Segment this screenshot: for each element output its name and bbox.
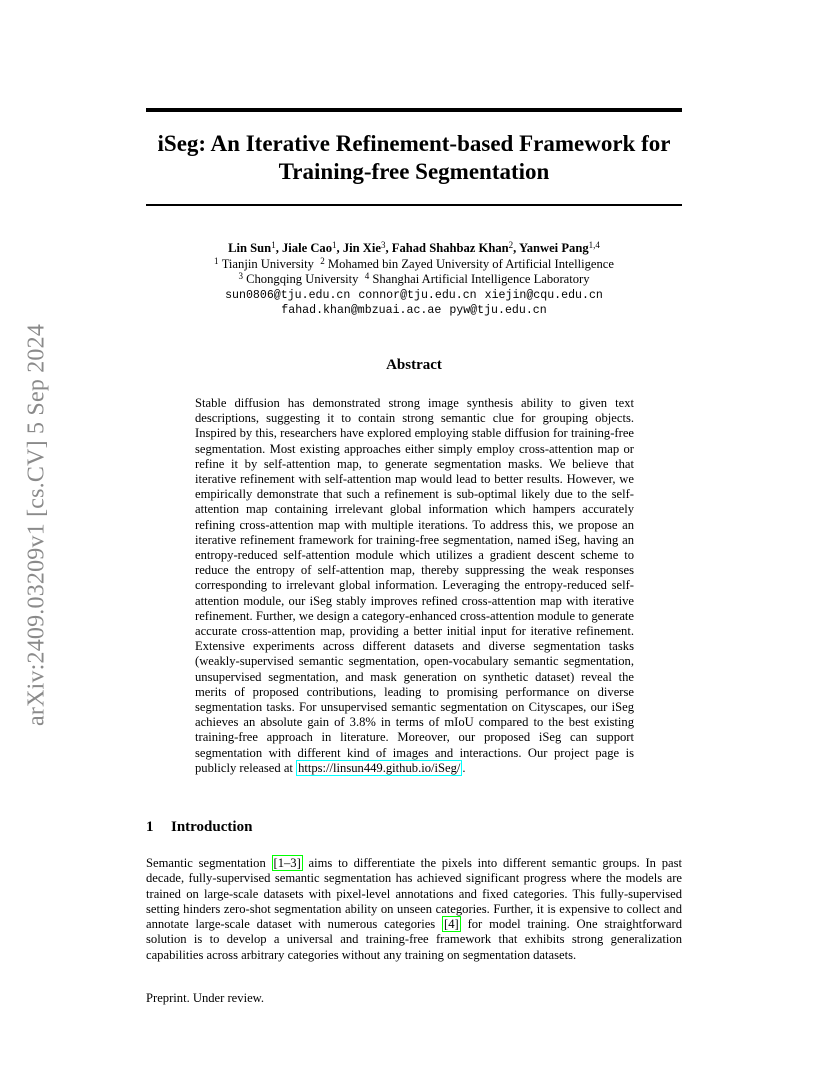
author-name: Yanwei Pang [519,241,589,255]
author-name: Jiale Cao [281,241,333,255]
abstract-heading: Abstract [386,357,442,373]
author-affiliation-mark: 2 [508,240,514,250]
author-affiliation-mark: 3 [380,240,386,250]
citation-link[interactable]: [4] [444,917,459,932]
section-number: 1 [146,819,154,835]
title-bottom-rule [146,204,682,206]
author-name: Lin Sun [228,241,272,255]
author-name: Jin Xie [342,241,381,255]
affiliations-line-2: $^3$ Chongqing University $^4$ Shanghai Artificial Intelligence Laboratory [238,271,590,286]
author-affiliation-mark: 1,4 [588,240,600,250]
section-title: Introduction [171,819,253,835]
author-email: xiejin@cqu.edu.cn [484,288,603,302]
author-email: sun0806@tju.edu.cn [225,288,351,302]
title-line-2: Training-free Segmentation [278,159,550,184]
affiliations-line-1: $^1$ Tianjin University $^2$ Mohamed bin Zayed University of Artificial Intelligence [214,255,614,271]
author-email: pyw@tju.edu.cn [449,304,547,317]
affiliation: Shanghai Artificial Intelligence Laboratory [372,272,590,286]
emails-line-2 [146,303,682,319]
abstract-text: Stable diffusion has demonstrated strong image synthesis ability to given text descriptions, suggesting it to contain strong semantic clue for grouping objects. Inspired by this, researchers have explored employing stable diffusion for training-free segmentation. Most existing approaches either simply employ cross-attention map or refine it by self-attention map, to generate segmentation masks. We believe that iterative refinement with self-attention map would lead to better results. However, we empirically demonstrate that such a refinement is sub-optimal likely due to the self-attention map containing irrelevant global information which hampers accurately refining cross-attention map with multiple iterations. To address this, we propose an iterative refinement framework for training-free segmentation, named iSeg, having an entropy-reduced self-attention module which utilizes a gradient descent scheme to reduce the entropy of self-attention map, thereby suppressing the weak responses corresponding to irrelevant global information. Leveraging the entropy-reduced self-attention module, our iSeg stably improves refined cross-attention map with iterative refinement. Further, we design a category-enhanced cross-attention module to generate accurate cross-attention map, providing a better initial input for iterative refinement. Extensive experiments across different datasets and diverse segmentation tasks (weakly-supervised semantic segmentation, open-vocabulary semantic segmentation, unsupervised segmentation, and mask generation on synthetic dataset) reveal the merits of proposed contributions, leading to promising performance on diverse segmentation tasks. For unsupervised semantic segmentation on Cityscapes, our iSeg achieves an absolute gain of 3.8% in terms of mIoU compared to the best existing training-free approach in literature. Moreover, our proposed iSeg can support segmentation with different kind of images and interactions. Our project page is publicly released at [195,396,634,775]
title-line-1: iSeg: An Iterative Refinement-based Framework for [157,131,671,156]
emails-line-1 [146,288,682,304]
author-email: connor@tju.edu.cn [358,288,477,302]
author-name: Fahad Shahbaz Khan [391,241,509,255]
affiliation: Mohamed bin Zayed University of Artificial Intelligence [327,256,614,271]
affiliation: Chongqing University [246,272,359,286]
author-email: fahad.khan@mbzuai.ac.ae [281,304,442,317]
section-heading-introduction [146,819,682,836]
abstract-body: Stable diffusion has demonstrated strong image synthesis ability to given text descriptions, suggesting it to contain strong semantic clue for grouping objects. Inspired by this, researchers have explored employing stable diffusion for training-free segmentation. Most existing approaches either simply employ cross-attention map or refine it by self-attention map, to generate segmentation masks. We believe that iterative refinement with self-attention map would lead to better results. However, we empirically demonstrate that such a refinement is sub-optimal likely due to the self-attention map containing irrelevant global information which hampers accurately refining cross-attention map with multiple iterations. To address this, we propose an iterative refinement framework for training-free segmentation, named iSeg, having an entropy-reduced self-attention module which utilizes a gradient descent scheme to reduce the entropy of self-attention map, thereby suppressing the weak responses corresponding to irrelevant global information. Leveraging the entropy-reduced self-attention module, our iSeg stably improves refined cross-attention map with iterative refinement. Further, we design a category-enhanced cross-attention module to generate accurate cross-attention map, providing a better initial input for iterative refinement. Extensive experiments across different datasets and diverse segmentation tasks (weakly-supervised semantic segmentation, open-vocabulary semantic segmentation, unsupervised segmentation, and mask generation on synthetic dataset) reveal the merits of proposed contributions, leading to promising performance on diverse segmentation tasks. For unsupervised semantic segmentation on Cityscapes, our iSeg achieves an absolute gain of 3.8% in terms of mIoU compared to the best existing training-free approach in literature. Moreover, our proposed iSeg can support segmentation with different kind of images and interactions. Our project page is publicly released at https://linsun449.github.io/iSeg/ . [195,396,634,775]
paper-title [146,130,682,186]
page-footer: Preprint. Under review. [146,991,265,1005]
citation-link[interactable]: [1–3] [273,856,301,870]
author-names: Lin Sun$^1$, Jiale Cao$^1$, Jin Xie$^3$, Fahad Shahbaz Khan$^2$, Yanwei Pang$^{1,4}$ [228,240,600,255]
arxiv-sidebar [18,290,56,760]
project-page-link[interactable]: https://linsun449.github.io/iSeg/ [298,760,461,775]
introduction-paragraph: Semantic segmentation [1–3] aims to differentiate the pixels into different semantic groups. In past decade, fully-supervised semantic segmentation has achieved significant progress where the models are trained on large-scale datasets with pixel-level annotations and fixed categories. This fully-supervised setting hinders zero-shot segmentation ability on unseen categories. Further, it is expensive to collect and annotate large-scale dataset with numerous categories [4] for model training. One straightforward solution is to develop a universal and training-free framework that exhibits strong generalization capabilities across arbitrary categories without any training on segmentation datasets. [146,856,683,962]
author-affiliation-mark: 1 [332,240,337,250]
author-block [146,241,682,319]
author-affiliation-mark: 1 [271,240,276,250]
affiliation: Tianjin University [221,256,314,271]
title-top-rule [146,108,682,112]
arxiv-identifier: arXiv:2409.03209v1 [cs.CV] 5 Sep 2024 [23,323,50,727]
